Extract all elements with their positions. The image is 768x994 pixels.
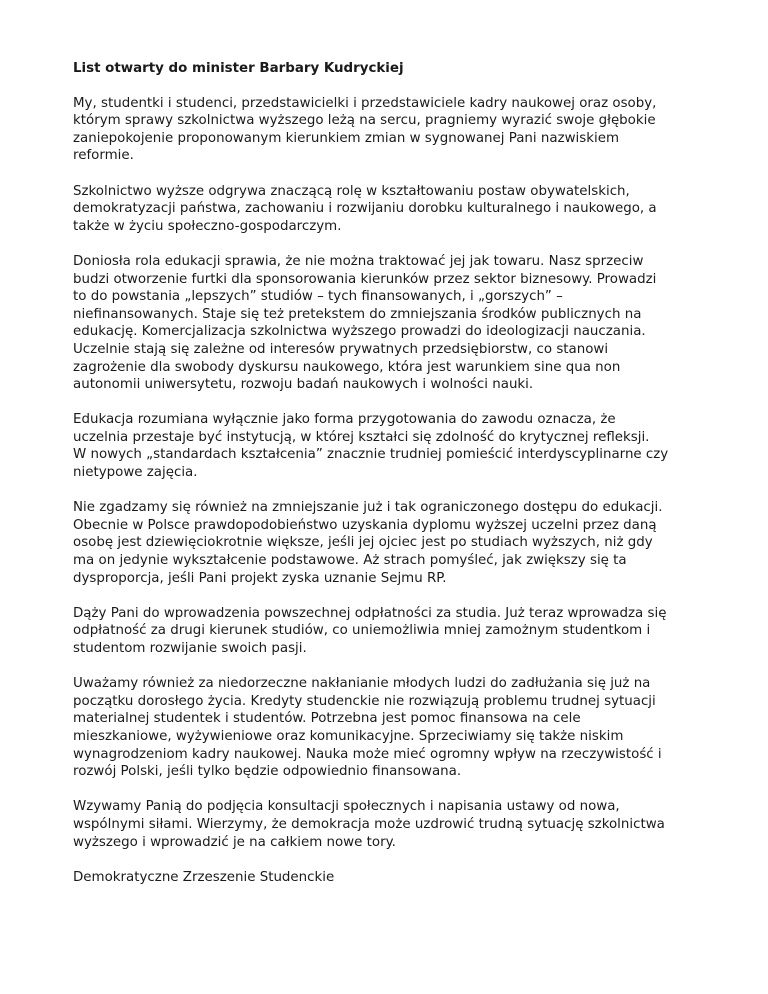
paragraph-line: mieszkaniowe, wyżywieniowe oraz komunikacyjne. Sprzeciwiamy się także niskim bbox=[73, 728, 624, 744]
letter-body bbox=[73, 95, 713, 852]
paragraph-line: Szkolnictwo wyższe odgrywa znaczącą rolę w kształtowaniu postaw obywatelskich, bbox=[73, 183, 630, 199]
paragraph-line: materialnej studentek i studentów. Potrzebna jest pomoc finansowa na cele bbox=[73, 711, 581, 727]
paragraph-line: My, studentki i studenci, przedstawicielki i przedstawiciele kadry naukowej oraz osoby, bbox=[73, 95, 657, 111]
paragraph-line: zaniepokojenie proponowanym kierunkiem zmian w sygnowanej Pani nazwiskiem bbox=[73, 130, 620, 146]
paragraph-line: zagrożenie dla swobody dyskursu naukowego, która jest warunkiem sine qua non bbox=[73, 359, 621, 375]
letter-paragraph bbox=[73, 253, 713, 394]
paragraph-line: uczelnia przestaje być instytucją, w której kształci się zdolność do krytycznej refleksji. bbox=[73, 429, 650, 445]
paragraph-line: dysproporcja, jeśli Pani projekt zyska uznanie Sejmu RP. bbox=[73, 570, 447, 586]
letter-signature: Demokratyczne Zrzeszenie Studenckie bbox=[73, 869, 335, 885]
paragraph-line: początku dorosłego życia. Kredyty studenckie nie rozwiązują problemu trudnej sytuacji bbox=[73, 693, 656, 709]
paragraph-line: W nowych „standardach kształcenia” znacznie trudniej pomieścić interdyscyplinarne czy bbox=[73, 447, 669, 463]
letter-paragraph bbox=[73, 411, 713, 481]
letter-page bbox=[73, 60, 713, 886]
paragraph-line: osobę jest dziewięciokrotnie większe, jeśli jej ojciec jest po studiach wyższych, niż gdy bbox=[73, 535, 653, 551]
paragraph-line: budzi otworzenie furtki dla sponsorowania kierunków przez sektor biznesowy. Prowadzi bbox=[73, 271, 657, 287]
paragraph-line: wspólnymi siłami. Wierzymy, że demokracja może uzdrowić trudną sytuację szkolnictwa bbox=[73, 816, 665, 832]
paragraph-line: Nie zgadzamy się również na zmniejszanie już i tak ograniczonego dostępu do edukacji. bbox=[73, 500, 663, 516]
paragraph-line: Edukacja rozumiana wyłącznie jako forma przygotowania do zawodu oznacza, że bbox=[73, 412, 616, 428]
paragraph-line: odpłatność za drugi kierunek studiów, co uniemożliwia mniej zamożnym studentkom i bbox=[73, 623, 651, 639]
letter-paragraph bbox=[73, 499, 713, 587]
paragraph-line: Doniosła rola edukacji sprawia, że nie można traktować jej jak towaru. Nasz sprzeciw bbox=[73, 253, 644, 269]
paragraph-line: nietypowe zajęcia. bbox=[73, 465, 198, 481]
paragraph-line: Uczelnie stają się zależne od interesów prywatnych przedsiębiorstw, co stanowi bbox=[73, 341, 609, 357]
paragraph-line: studentom rozwijanie swoich pasji. bbox=[73, 641, 307, 656]
paragraph-line: wynagrodzeniom kadry naukowej. Nauka może mieć ogromny wpływ na rzeczywistość i bbox=[73, 746, 662, 762]
paragraph-line: to do powstania „lepszych” studiów – tych finansowanych, i „gorszych” – bbox=[73, 289, 563, 305]
letter-paragraph bbox=[73, 798, 713, 851]
paragraph-line: reformie. bbox=[73, 148, 134, 164]
letter-paragraph bbox=[73, 95, 713, 165]
letter-paragraph bbox=[73, 605, 713, 658]
paragraph-line: Wzywamy Panią do podjęcia konsultacji społecznych i napisania ustawy od nowa, bbox=[73, 799, 620, 815]
paragraph-line: Obecnie w Polsce prawdopodobieństwo uzyskania dyplomu wyższej uczelni przez daną bbox=[73, 517, 657, 533]
paragraph-line: Dąży Pani do wprowadzenia powszechnej odpłatności za studia. Już teraz wprowadza się bbox=[73, 605, 667, 621]
letter-title: List otwarty do minister Barbary Kudryckiej bbox=[73, 61, 404, 76]
paragraph-line: także w życiu społeczno-gospodarczym. bbox=[73, 218, 342, 234]
paragraph-line: którym sprawy szkolnictwa wyższego leżą na sercu, pragniemy wyrazić swoje głębokie bbox=[73, 113, 656, 129]
paragraph-line: edukację. Komercjalizacja szkolnictwa wyższego prowadzi do ideologizacji nauczania. bbox=[73, 324, 646, 340]
paragraph-line: wyższego i wprowadzić je na całkiem nowe tory. bbox=[73, 834, 396, 850]
paragraph-line: Uważamy również za niedorzeczne nakłanianie młodych ludzi do zadłużania się już na bbox=[73, 676, 651, 692]
paragraph-line: niefinansowanych. Staje się też pretekstem do zmniejszania środków publicznych na bbox=[73, 306, 642, 322]
paragraph-line: demokratyzacji państwa, zachowaniu i rozwijaniu dorobku kulturalnego i naukowego, a bbox=[73, 201, 657, 217]
letter-paragraph bbox=[73, 183, 713, 236]
letter-paragraph bbox=[73, 675, 713, 781]
paragraph-line: autonomii uniwersytetu, rozwoju badań naukowych i wolności nauki. bbox=[73, 377, 534, 393]
paragraph-line: rozwój Polski, jeśli tylko będzie odpowiednio finansowana. bbox=[73, 764, 462, 780]
paragraph-line: ma on jedynie wykształcenie podstawowe. Aż strach pomyśleć, jak zwiększy się ta bbox=[73, 553, 627, 569]
